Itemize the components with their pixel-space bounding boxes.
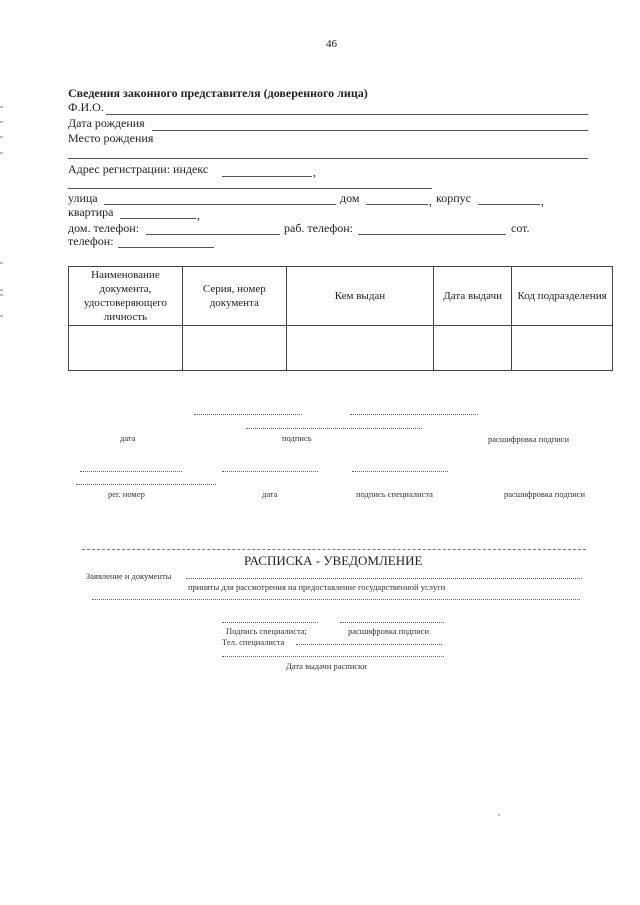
receipt-decoding-line[interactable] [340,622,444,623]
mobile-phone-label-a: сот. [511,221,530,235]
application-field[interactable] [186,578,582,579]
decoding-line[interactable] [350,414,478,415]
section-title: Сведения законного представителя (доверенного лица) [68,86,368,100]
table-cell[interactable] [286,326,434,371]
specialist-signature-line[interactable] [352,471,448,472]
scan-mark [0,262,3,264]
table-cell[interactable] [434,326,512,371]
street-label: улица [68,191,98,205]
accepted-text: приняты для рассмотрения на предоставление государственной услуги [188,582,446,592]
birth-place-field[interactable] [68,158,588,159]
reg-number-line-2[interactable] [76,484,216,485]
building-field[interactable] [478,204,540,205]
building-label: корпус [436,191,471,205]
decoding-caption: расшифровка подписи [504,489,586,499]
table-header: Код подразделения [512,267,613,326]
table-header: Кем выдан [286,267,434,326]
scan-mark [0,152,3,154]
signature-line[interactable] [246,428,422,429]
apartment-label: квартира [68,205,114,219]
scan-mark [0,294,3,296]
address-extra-field[interactable] [68,188,432,189]
comma: , [313,165,316,179]
specialist-phone-label: Тел. специалиста [222,637,285,647]
receipt-decoding-caption: расшифровка подписи [348,626,430,636]
date-line[interactable] [222,471,318,472]
work-phone-field[interactable] [358,234,506,235]
address-index-field[interactable] [222,176,312,177]
table-cell[interactable] [512,326,613,371]
scan-mark [0,315,3,317]
fio-label: Ф.И.О. [68,100,104,114]
specialist-phone-field[interactable] [296,644,442,645]
scan-mark [0,106,3,108]
birth-place-label: Место рождения [68,131,154,145]
table-cell[interactable] [69,326,183,371]
page-number: 46 [326,38,337,50]
receipt-title: РАСПИСКА - УВЕДОМЛЕНИЕ [244,553,423,568]
house-field[interactable] [366,204,428,205]
fio-field[interactable] [106,114,588,115]
date-caption: дата [120,433,136,443]
apartment-field[interactable] [120,218,196,219]
specialist-signature-line[interactable] [222,622,318,623]
cut-line [82,549,586,550]
specialist-signature-caption: подпись специалиста [356,489,433,499]
table-header: Серия, номер документа [182,267,286,326]
comma: , [197,208,200,222]
signature-caption: подпись [282,433,312,443]
address-index-label: Адрес регистрации: индекс [68,162,209,176]
comma: , [429,194,432,208]
table-header: Дата выдачи [434,267,512,326]
scan-mark [0,289,3,291]
id-document-table [68,266,613,371]
mobile-phone-field[interactable] [118,247,214,248]
decoding-caption: расшифровка подписи [488,434,570,444]
work-phone-label: раб. телефон: [284,221,353,235]
birth-date-label: Дата рождения [68,116,145,130]
specialist-signature-caption: Подпись специалиста; [226,626,307,636]
scan-mark [0,121,3,123]
table-cell[interactable] [182,326,286,371]
table-header: Наименование документа, удостоверяющего личность [69,267,183,326]
reg-number-caption: рег. номер [108,489,145,499]
receipt-extra-field[interactable] [92,599,580,600]
home-phone-field[interactable] [146,234,280,235]
application-label: Заявление и документы [86,571,172,581]
table-row [69,326,613,371]
scan-mark [0,136,3,138]
home-phone-label: дом. телефон: [68,221,140,235]
house-label: дом [340,191,360,205]
issue-date-line[interactable] [222,656,444,657]
street-field[interactable] [104,204,336,205]
table-header-row [69,267,613,326]
birth-date-field[interactable] [152,130,588,131]
date-line[interactable] [194,414,302,415]
comma: , [541,194,544,208]
date-caption: дата [262,489,278,499]
reg-number-line[interactable] [80,471,182,472]
issue-date-caption: Дата выдачи расписки [286,661,367,671]
scan-mark [498,814,500,816]
mobile-phone-label-b: телефон: [68,234,114,248]
